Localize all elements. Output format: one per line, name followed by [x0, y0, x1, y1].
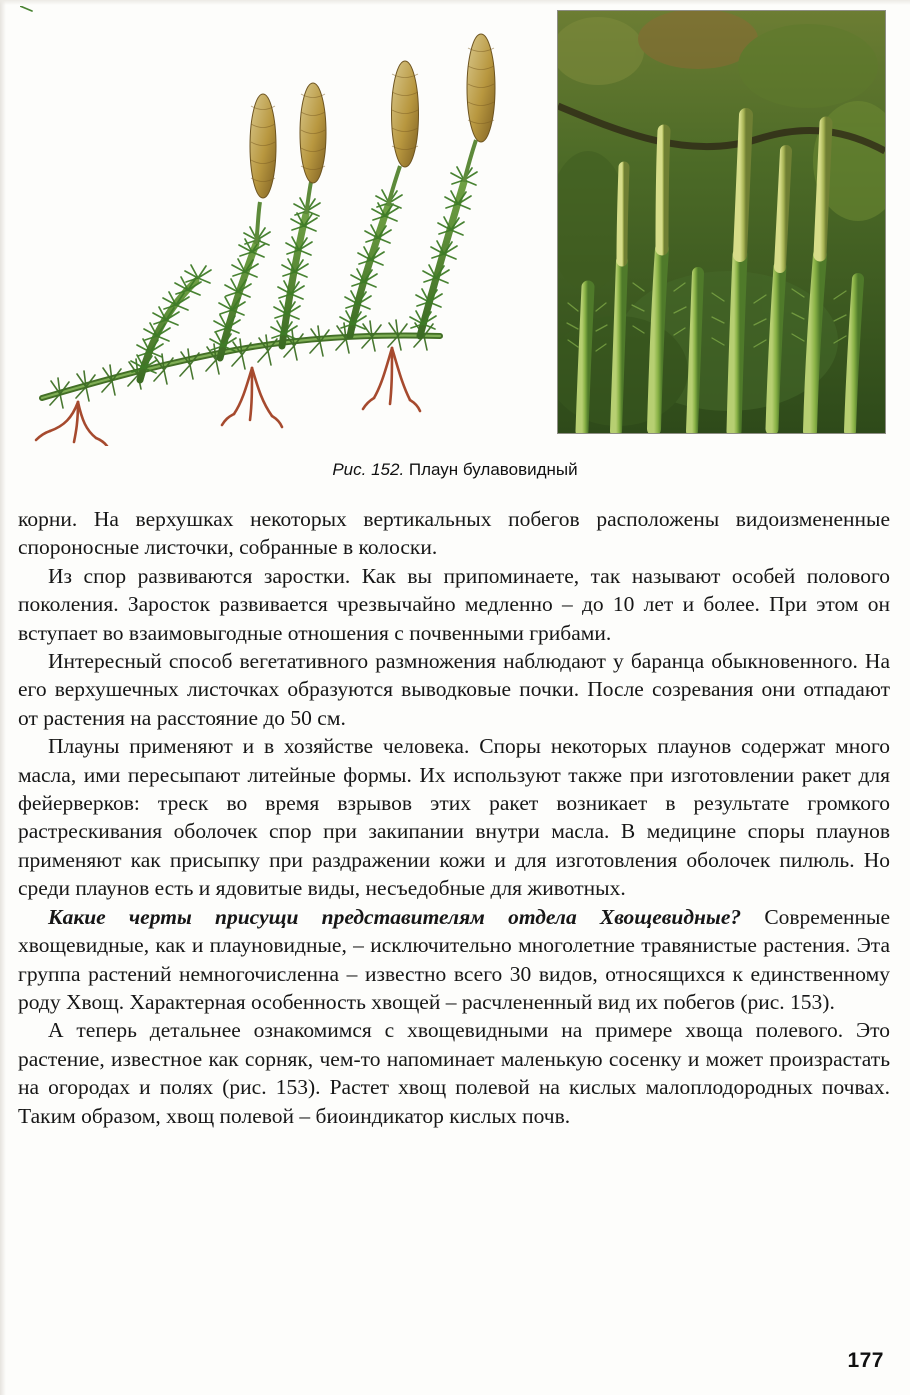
paragraph-2: Из спор развиваются заростки. Как вы припоминаете, так называют особей полового поколения. Заросток развивается чрезвычайно медленно – до 10 лет и более. При этом он вступает во взаимовыгодные отношения с почвенными грибами.	[18, 563, 890, 645]
clubmoss-photo	[557, 10, 886, 434]
page-number: 177	[847, 1349, 884, 1372]
figure-caption	[0, 460, 910, 480]
paragraph-1: корни. На верхушках некоторых вертикальных побегов расположены видоизмененные спороносные листочки, собранные в колоски.	[18, 507, 890, 560]
paragraph-5-text: Современные хвощевидные, как и плауновидные, – исключительно многолетние травянистые растения. Эта группа растений немногочисленна – известно всего 30 видов, относящихся к единственному роду Хвощ. Характерная особенность хвощей – расчлененный вид их побегов (рис. 153).	[18, 904, 890, 1014]
paragraph-3: Интересный способ вегетативного размножения наблюдают у баранца обыкновенного. На его верхушечных листочках образуются выводковые почки. После созревания они отпадают от растения на расстояние до 50 см.	[18, 649, 890, 730]
paragraph-6: А теперь детальнее ознакомимся с хвощевидными на примере хвоща полевого. Это растение, известное как сорняк, чем-то напоминает маленькую сосенку и может произрастать на огородах и полях (рис. 153). Растет хвощ полевой на кислых малоплодородных почвах. Таким образом, хвощ полевой – биоиндикатор кислых почв.	[18, 1018, 890, 1128]
article-body	[18, 505, 890, 1130]
clubmoss-drawing	[20, 6, 550, 446]
section-question: Какие черты присущи представителям отдела Хвощевидные?	[48, 904, 742, 929]
figure-number: Рис. 152.	[332, 460, 405, 479]
paragraph-4: Плауны применяют и в хозяйстве человека. Споры некоторых плаунов содержат много масла, ими пересыпают литейные формы. Их используют также при изготовлении ракет для фейерверков: треск во время взрывов этих ракет возникает в результате громкого растрескивания оболочек спор при закипании внутри масла. В медицине споры плаунов применяют как присыпку при раздражении кожи и для изготовления оболочек пилюль. Но среди плаунов есть и ядовитые виды, несъедобные для животных.	[18, 734, 890, 901]
paragraph-5	[18, 903, 890, 1017]
figure-caption-text: Плаун булавовидный	[408, 460, 578, 479]
figure-block	[0, 0, 910, 479]
